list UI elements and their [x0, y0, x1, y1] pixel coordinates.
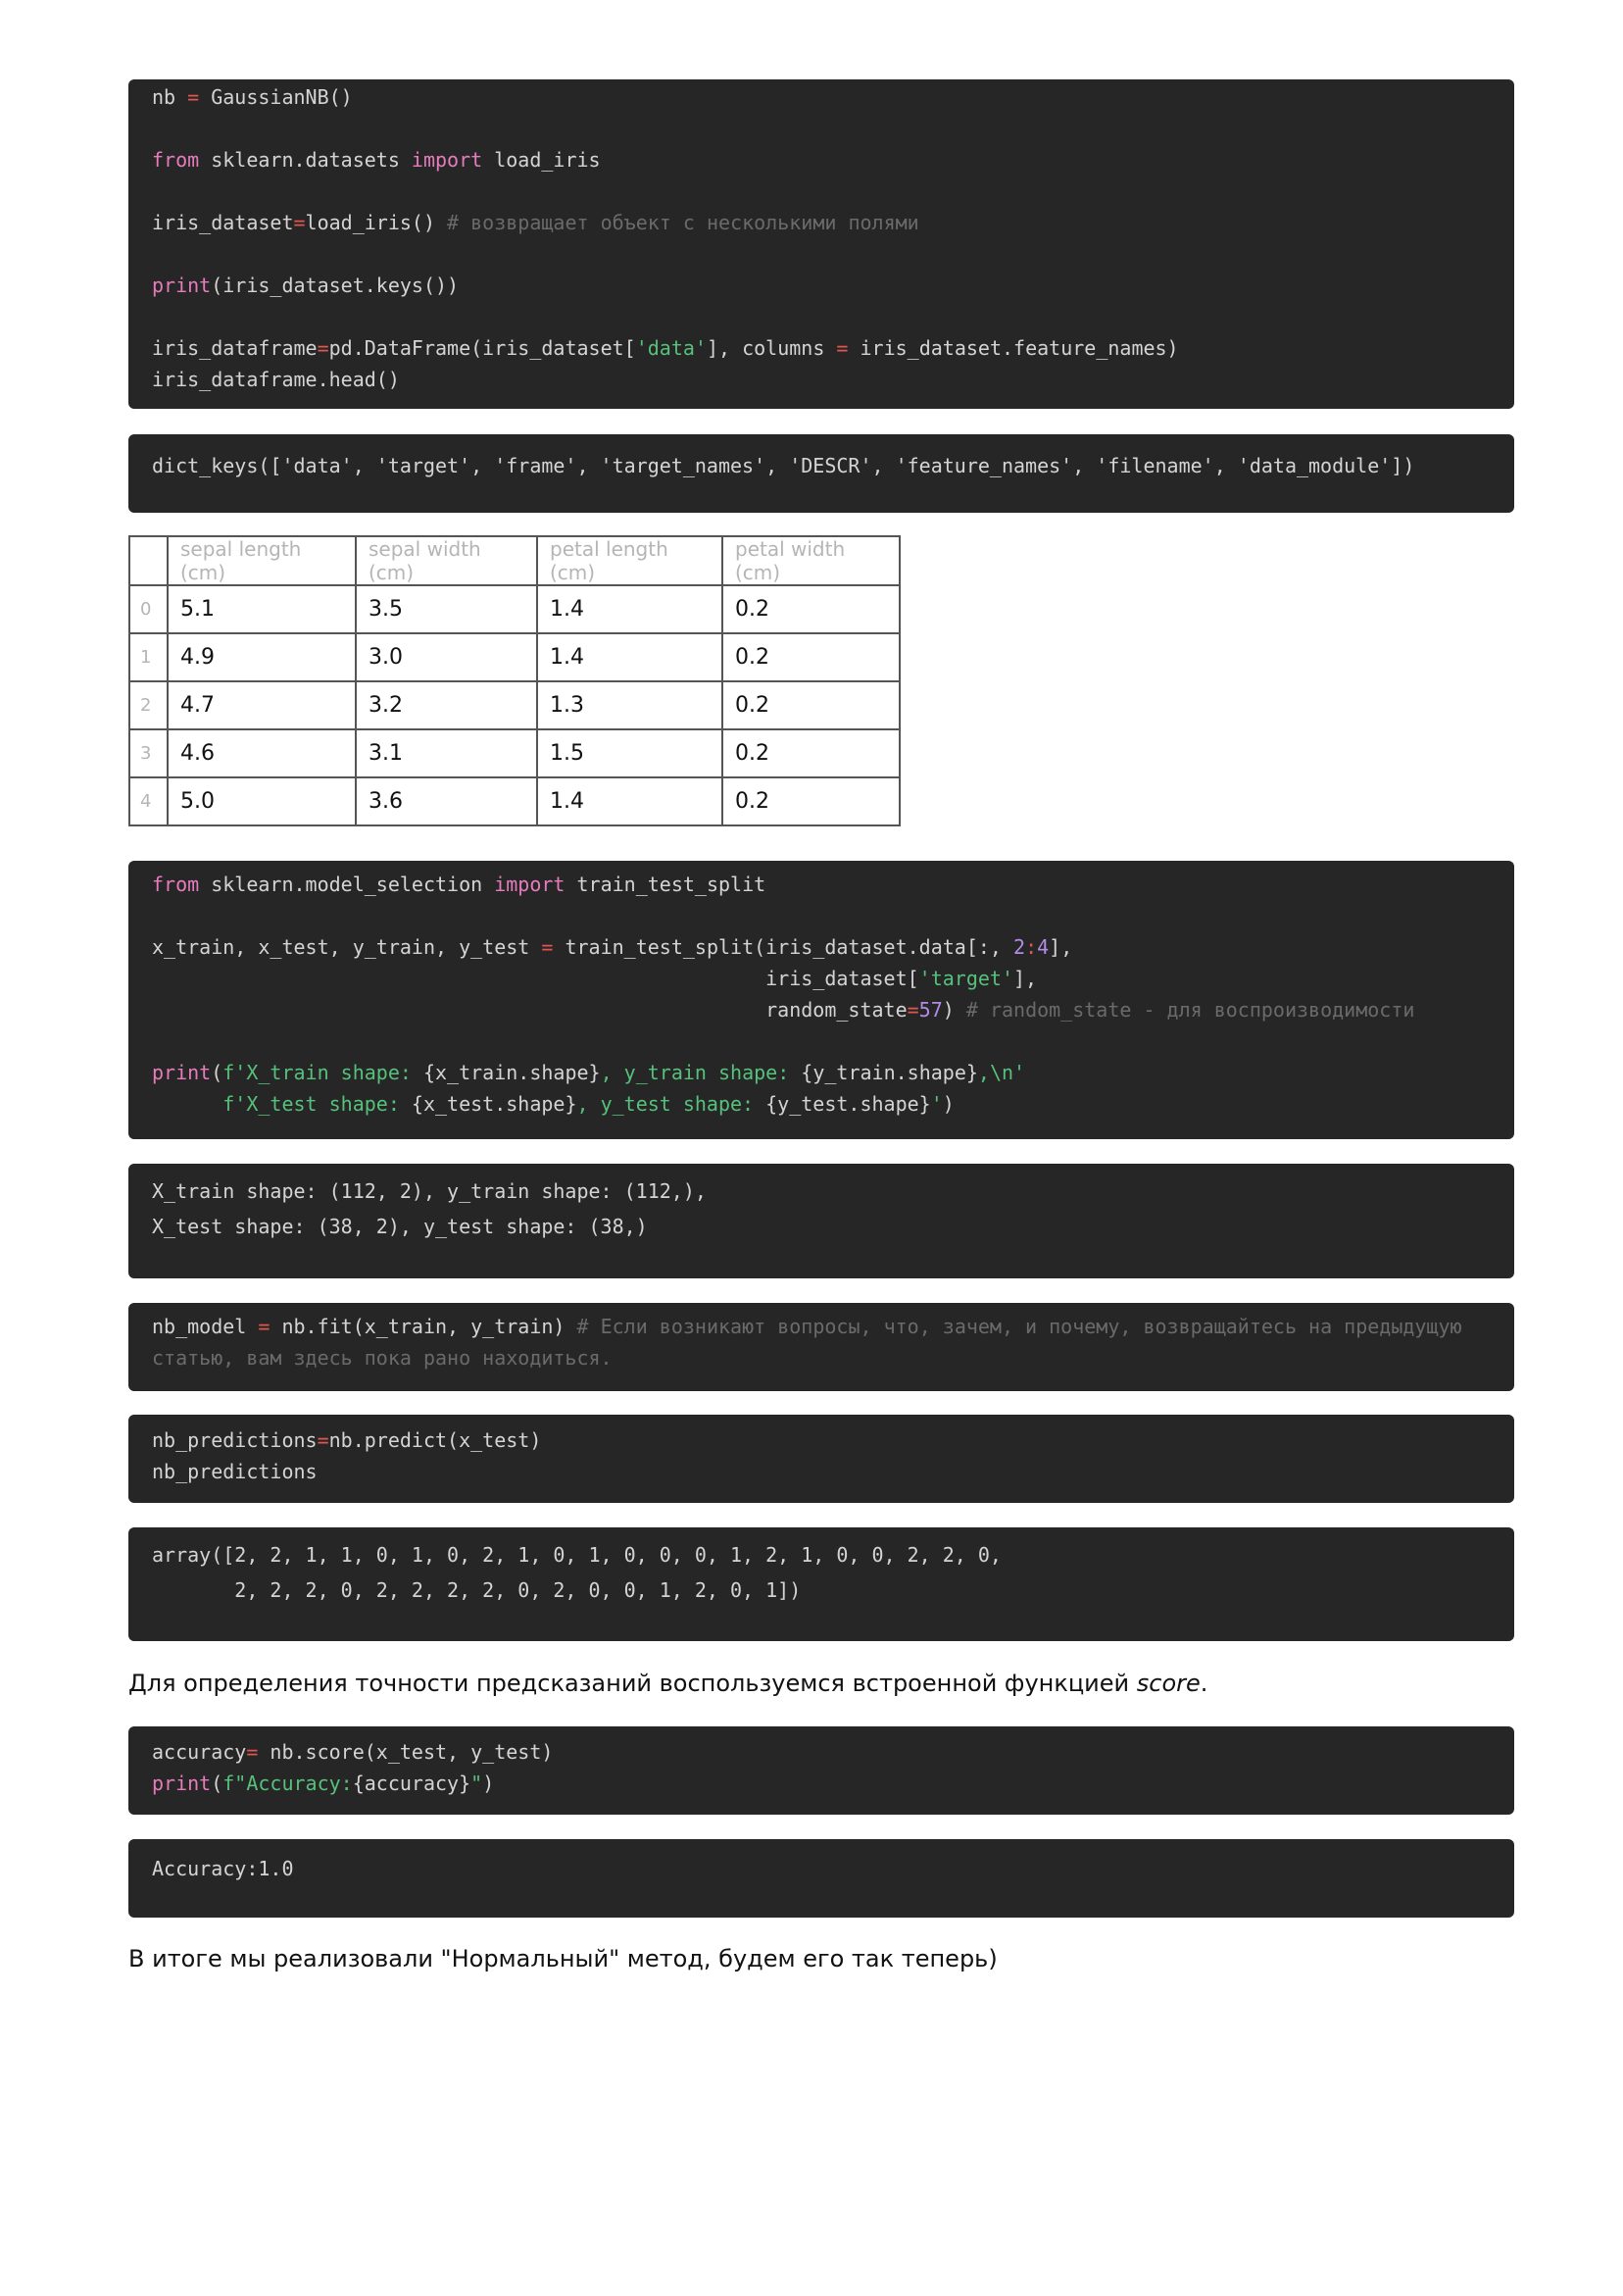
- code-token: array([2, 2, 1, 1, 0, 1, 0, 2, 1, 0, 1, 0, 0, 0, 1, 2, 1, 0, 0, 2, 2, 0,: [152, 1543, 1002, 1567]
- code-token: from: [152, 148, 200, 172]
- code-token: print: [152, 274, 212, 297]
- table-row: [129, 585, 900, 633]
- code-line: [152, 81, 1491, 113]
- code-token: ], columns: [706, 336, 837, 360]
- code-token: random_state: [152, 998, 908, 1022]
- code-token: =: [187, 85, 200, 109]
- code-line: [152, 994, 1491, 1025]
- code-token: =: [246, 1740, 259, 1764]
- code-token: iris_dataset.feature_names): [848, 336, 1179, 360]
- code-line: [152, 332, 1491, 364]
- code-line: [152, 144, 1491, 175]
- code-token: f'X_train shape:: [222, 1061, 423, 1084]
- table-cell: 3.0: [356, 633, 537, 681]
- code-line: [152, 1851, 1491, 1886]
- code-token: train_test_split(iris_dataset.data[:,: [553, 935, 1014, 959]
- code-line: [152, 1768, 1491, 1799]
- table-cell: 3.5: [356, 585, 537, 633]
- code-token: load_iris: [482, 148, 601, 172]
- code-token: sklearn.model_selection: [199, 873, 495, 896]
- code-token: =: [907, 998, 919, 1022]
- table-row: [129, 777, 900, 825]
- code-token: nb.fit(x_train, y_train): [270, 1315, 577, 1338]
- code-token: from: [152, 873, 200, 896]
- code-token: 'target': [918, 967, 1013, 990]
- code-token: # возвращает объект с несколькими полями: [447, 211, 919, 234]
- index-header: [129, 536, 168, 585]
- code-line: [152, 113, 1491, 144]
- code-token: nb.score(x_test, y_test): [258, 1740, 554, 1764]
- code-token: 57: [918, 998, 943, 1022]
- table-cell: 0.2: [722, 633, 900, 681]
- table-cell: 0.2: [722, 585, 900, 633]
- table-row: [129, 633, 900, 681]
- table-cell: 1.4: [537, 777, 722, 825]
- code-token: X_train shape: (112, 2), y_train shape: (112,),: [152, 1179, 707, 1203]
- table-cell: 1.4: [537, 585, 722, 633]
- code-line: [152, 963, 1491, 994]
- code-token: 2: [1013, 935, 1026, 959]
- table-cell: 5.1: [168, 585, 356, 633]
- code-token: {x_train.shape}: [422, 1061, 601, 1084]
- code-token: , y_train shape:: [600, 1061, 802, 1084]
- column-header: sepal width (cm): [356, 536, 537, 585]
- table-row: [129, 729, 900, 777]
- code-token: 4: [1037, 935, 1050, 959]
- paragraph-score: [128, 1670, 1207, 1697]
- table-cell: 4.6: [168, 729, 356, 777]
- code-line: [152, 207, 1491, 238]
- column-header: sepal length (cm): [168, 536, 356, 585]
- code-token: (: [211, 1061, 223, 1084]
- paragraph-score-emphasis: score: [1136, 1670, 1201, 1697]
- code-token: ): [482, 1772, 495, 1795]
- code-line: [152, 301, 1491, 332]
- output-dict-keys: [128, 434, 1514, 513]
- code-token: GaussianNB(): [199, 85, 353, 109]
- code-line: [152, 1456, 1491, 1487]
- code-token: ],: [1013, 967, 1038, 990]
- code-token: nb_predictions: [152, 1428, 318, 1452]
- code-token: Accuracy:1.0: [152, 1857, 294, 1880]
- paragraph-score-text: Для определения точности предсказаний воспользуемся встроенной функцией: [128, 1670, 1137, 1697]
- code-token: train_test_split: [565, 873, 766, 896]
- table-cell: 1.5: [537, 729, 722, 777]
- code-token: {accuracy}: [352, 1772, 471, 1795]
- code-line: [152, 1088, 1491, 1120]
- row-index: 0: [129, 585, 168, 633]
- code-token: import: [494, 873, 566, 896]
- code-token: (iris_dataset.keys()): [211, 274, 460, 297]
- code-token: ): [942, 1092, 955, 1116]
- code-token: =: [836, 336, 849, 360]
- table-cell: 1.4: [537, 633, 722, 681]
- code-cell-train-test-split[interactable]: [128, 861, 1514, 1139]
- code-line: [152, 1311, 1491, 1342]
- table-cell: 4.9: [168, 633, 356, 681]
- code-token: nb_model: [152, 1315, 259, 1338]
- code-token: [152, 1092, 222, 1116]
- code-token: ): [942, 998, 966, 1022]
- code-token: =: [541, 935, 554, 959]
- code-token: nb.predict(x_test): [328, 1428, 542, 1452]
- table-cell: 3.2: [356, 681, 537, 729]
- code-token: =: [317, 336, 329, 360]
- column-header: petal length (cm): [537, 536, 722, 585]
- code-token: dict_keys(['data', 'target', 'frame', 'target_names', 'DESCR', 'feature_names', 'filename', 'data_module']): [152, 454, 1415, 477]
- code-token: 'data': [635, 336, 707, 360]
- table-cell: 4.7: [168, 681, 356, 729]
- code-line: [152, 270, 1491, 301]
- code-line: [152, 1424, 1491, 1456]
- code-token: pd.DataFrame(iris_dataset[: [328, 336, 636, 360]
- code-cell-accuracy[interactable]: [128, 1726, 1514, 1815]
- code-line: [152, 448, 1491, 483]
- code-token: iris_dataframe.head(): [152, 368, 400, 391]
- code-token: accuracy: [152, 1740, 247, 1764]
- code-token: ': [930, 1092, 943, 1116]
- code-line: [152, 1209, 1491, 1244]
- code-token: load_iris(): [305, 211, 448, 234]
- row-index: 4: [129, 777, 168, 825]
- code-line: [152, 931, 1491, 963]
- code-cell-predict[interactable]: [128, 1415, 1514, 1503]
- code-token: :: [1025, 935, 1038, 959]
- table-row: [129, 681, 900, 729]
- code-token: f'X_test shape:: [222, 1092, 412, 1116]
- code-line: [152, 1057, 1491, 1088]
- code-token: =: [293, 211, 306, 234]
- code-token: (: [211, 1772, 223, 1795]
- paragraph-score-end: .: [1200, 1670, 1208, 1697]
- code-token: X_test shape: (38, 2), y_test shape: (38,): [152, 1215, 648, 1238]
- code-token: # Если возникают вопросы, что, зачем, и почему, возвращайтесь на предыдущую: [576, 1315, 1462, 1338]
- code-token: {y_test.shape}: [765, 1092, 931, 1116]
- table-cell: 5.0: [168, 777, 356, 825]
- code-line: [152, 238, 1491, 270]
- code-line: [152, 1025, 1491, 1057]
- code-token: iris_dataset[: [152, 967, 919, 990]
- code-token: # random_state - для воспроизводимости: [965, 998, 1415, 1022]
- code-token: ": [470, 1772, 483, 1795]
- code-token: iris_dataset: [152, 211, 294, 234]
- code-token: статью, вам здесь пока рано находиться.: [152, 1346, 613, 1370]
- table-cell: 0.2: [722, 729, 900, 777]
- paragraph-conclusion: В итоге мы реализовали "Нормальный" метод, будем его так теперь): [128, 1945, 998, 1972]
- row-index: 2: [129, 681, 168, 729]
- table-cell: 3.6: [356, 777, 537, 825]
- table-cell: 1.3: [537, 681, 722, 729]
- code-token: , y_test shape:: [576, 1092, 766, 1116]
- row-index: 1: [129, 633, 168, 681]
- code-line: [152, 1342, 1491, 1373]
- output-shapes: [128, 1164, 1514, 1278]
- row-index: 3: [129, 729, 168, 777]
- code-token: nb_predictions: [152, 1460, 318, 1483]
- code-token: {y_train.shape}: [801, 1061, 978, 1084]
- code-token: sklearn.datasets: [199, 148, 412, 172]
- table-header-row: [129, 536, 900, 585]
- code-token: x_train, x_test, y_train, y_test: [152, 935, 542, 959]
- code-token: 2, 2, 2, 0, 2, 2, 2, 2, 0, 2, 0, 0, 1, 2, 0, 1]): [152, 1578, 802, 1602]
- code-token: =: [258, 1315, 270, 1338]
- code-line: [152, 1537, 1491, 1572]
- code-token: =: [317, 1428, 329, 1452]
- code-line: [152, 1173, 1491, 1209]
- code-token: nb: [152, 85, 188, 109]
- code-line: [152, 364, 1491, 395]
- code-token: ,\n': [977, 1061, 1026, 1084]
- table-cell: 0.2: [722, 777, 900, 825]
- code-line: [152, 900, 1491, 931]
- code-token: print: [152, 1061, 212, 1084]
- code-token: print: [152, 1772, 212, 1795]
- output-predictions-array: [128, 1527, 1514, 1641]
- code-cell-fit-model[interactable]: [128, 1303, 1514, 1391]
- code-token: ],: [1049, 935, 1073, 959]
- code-line: [152, 175, 1491, 207]
- code-line: [152, 1572, 1491, 1608]
- table-cell: 0.2: [722, 681, 900, 729]
- code-token: iris_dataframe: [152, 336, 318, 360]
- code-line: [152, 1736, 1491, 1768]
- code-line: [152, 869, 1491, 900]
- table-cell: 3.1: [356, 729, 537, 777]
- dataframe-head-table: [128, 535, 901, 826]
- column-header: petal width (cm): [722, 536, 900, 585]
- code-token: {x_test.shape}: [411, 1092, 577, 1116]
- code-token: import: [411, 148, 483, 172]
- code-token: f"Accuracy:: [222, 1772, 353, 1795]
- code-cell-load-iris[interactable]: [128, 79, 1514, 409]
- output-accuracy: [128, 1839, 1514, 1918]
